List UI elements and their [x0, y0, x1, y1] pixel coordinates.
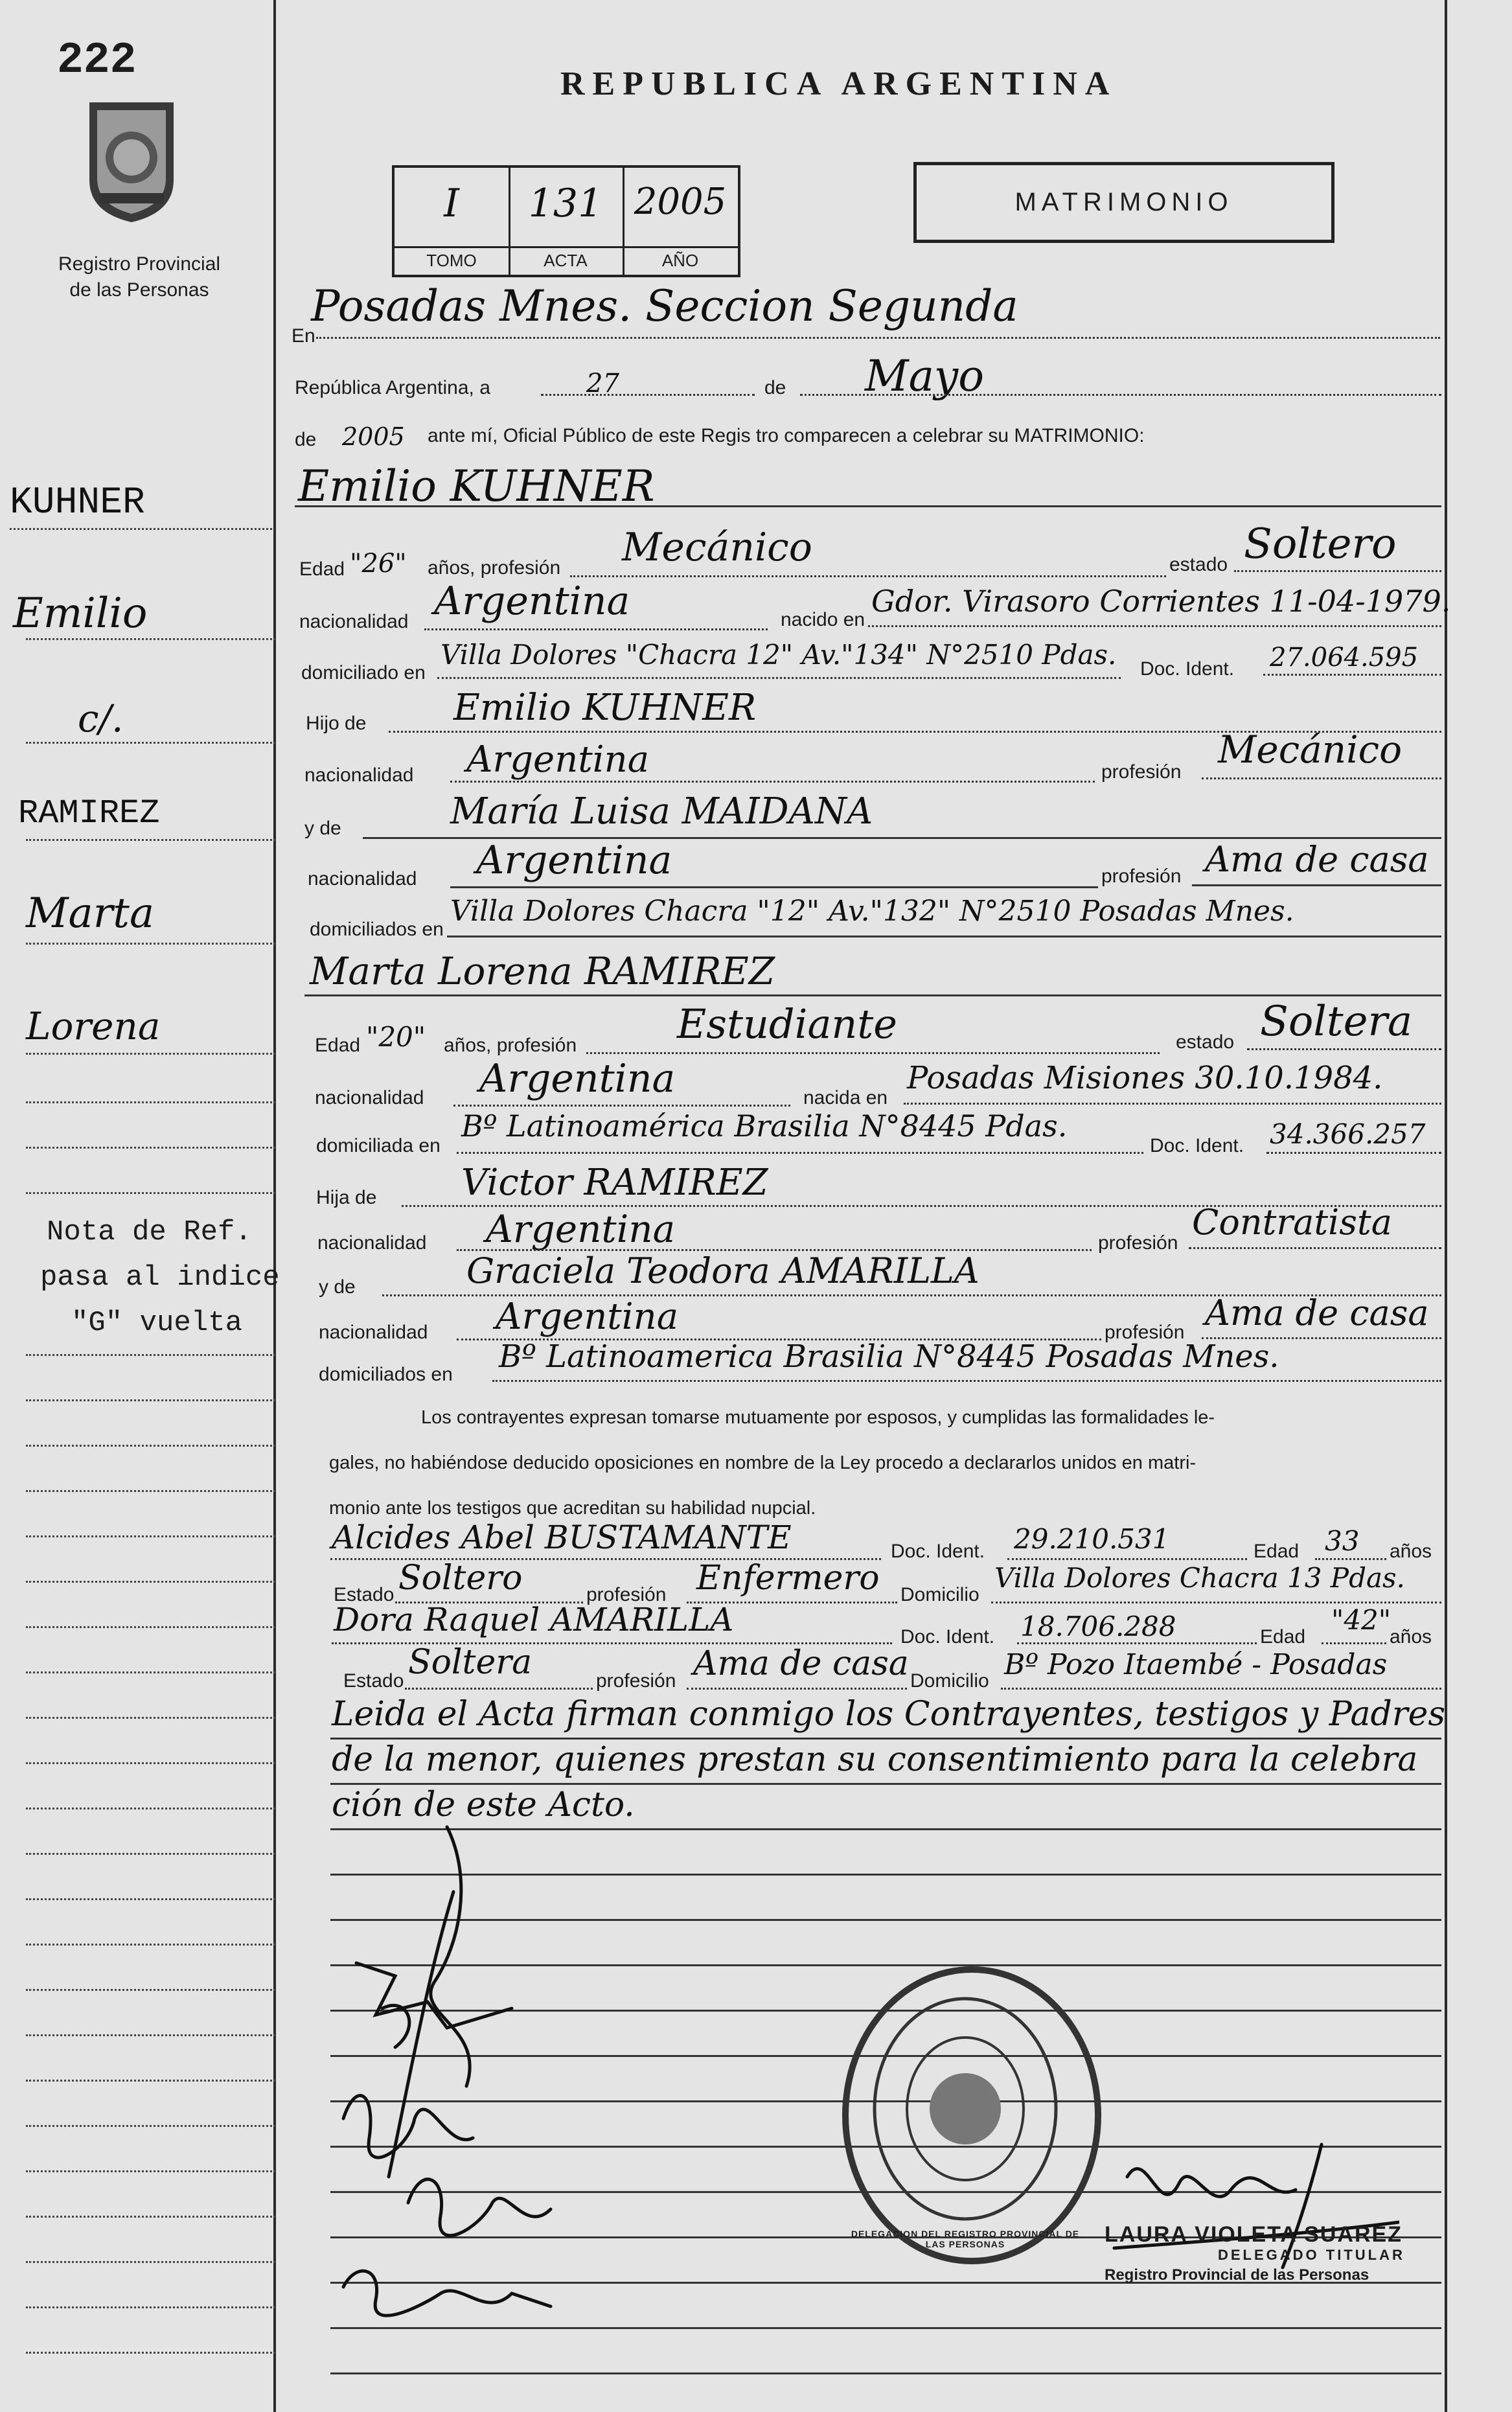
witness2-estado-label: Estado — [343, 1670, 404, 1692]
right-border-line — [1445, 0, 1447, 2412]
witness1-age: 33 — [1325, 1525, 1360, 1557]
republica-label: República Argentina, a — [295, 377, 490, 398]
witness1-doc-label: Doc. Ident. — [891, 1541, 985, 1562]
year-field: 2005 — [342, 422, 405, 451]
bride-edad-label: Edad — [315, 1035, 361, 1056]
groom-birth: Gdor. Virasoro Corrientes 11-04-1979. — [871, 584, 1451, 619]
margin-note-line1: Nota de Ref. — [47, 1216, 252, 1248]
bride-full-name: Marta Lorena RAMIREZ — [310, 949, 775, 993]
groom-anos-prof-label: años, profesión — [428, 557, 561, 579]
groom-doc: 27.064.595 — [1270, 643, 1419, 672]
groom-mother: María Luisa MAIDANA — [450, 790, 873, 833]
groom-address: Villa Dolores "Chacra 12" Av."134" N°2510 Pdas. — [441, 639, 1117, 671]
country-title: REPUBLICA ARGENTINA — [560, 65, 1117, 102]
groom-hijo-label: Hijo de — [306, 713, 367, 734]
witness1-edad-label: Edad — [1254, 1541, 1300, 1562]
margin-bride-name2: Lorena — [26, 1004, 161, 1048]
witness1-anos-label: años — [1390, 1541, 1432, 1562]
bride-mother-prof-label: profesión — [1105, 1322, 1185, 1343]
official-role: DELEGADO TITULAR — [1218, 2247, 1405, 2263]
margin-bride-name1: Marta — [26, 890, 155, 937]
bride-father-nat-label: nacionalidad — [317, 1232, 427, 1254]
groom-nac-label: nacionalidad — [299, 611, 409, 632]
acta-label: ACTA — [509, 246, 623, 271]
groom-father: Emilio KUHNER — [453, 687, 757, 729]
bride-nacida-label: nacida en — [803, 1087, 888, 1108]
margin-note-line3: "G" vuelta — [71, 1307, 243, 1339]
bride-civil-status: Soltera — [1260, 998, 1413, 1046]
groom-father-nat: Argentina — [466, 739, 650, 781]
witness1-status: Soltero — [398, 1559, 523, 1598]
groom-mother-nat: Argentina — [476, 838, 672, 883]
margin-connector: c/. — [78, 696, 124, 741]
tomo-label: TOMO — [395, 246, 509, 271]
document-number: 222 — [57, 36, 137, 86]
registry-name-line2: de las Personas — [69, 279, 209, 301]
groom-estado-label: estado — [1169, 554, 1228, 575]
margin-note-line2: pasa al indice — [40, 1261, 280, 1294]
anio-value: 2005 — [634, 181, 727, 223]
intro-text: ante mí, Oficial Público de este Regis tro comparecen a celebrar su MATRIMONIO: — [428, 425, 1145, 446]
de2-label: de — [295, 429, 317, 450]
bride-mother: Graciela Teodora AMARILLA — [466, 1250, 979, 1291]
bride-doc: 34.366.257 — [1270, 1118, 1426, 1150]
acta-value: 131 — [528, 181, 603, 226]
signatures-drawing — [317, 1814, 680, 2397]
bride-age: "20" — [366, 1021, 426, 1053]
groom-edad-label: Edad — [299, 558, 345, 580]
groom-father-prof-label: profesión — [1101, 761, 1182, 783]
bride-father-prof-label: profesión — [1098, 1232, 1178, 1254]
witness2-edad-label: Edad — [1260, 1626, 1306, 1648]
witness1-address: Villa Dolores Chacra 13 Pdas. — [994, 1562, 1405, 1594]
witness2-anos-label: años — [1390, 1626, 1432, 1648]
bride-address: Bº Latinoamérica Brasilia N°8445 Pdas. — [461, 1108, 1068, 1143]
bride-father-nat: Argentina — [486, 1207, 676, 1251]
place-field: Posadas Mnes. Seccion Segunda — [311, 281, 1018, 331]
act-reference-box — [392, 165, 740, 277]
declaration-line3: monio ante los testigos que acreditan su habilidad nupcial. — [329, 1498, 816, 1519]
declaration-line1: Los contrayentes expresan tomarse mutuamente por esposos, y cumplidas las formalidades le- — [421, 1407, 1215, 1428]
margin-groom-name: Emilio — [13, 590, 148, 637]
day-field: 27 — [586, 369, 619, 398]
act-type-label: MATRIMONIO — [1014, 188, 1233, 216]
groom-civil-status: Soltero — [1244, 520, 1397, 568]
bride-nationality: Argentina — [479, 1056, 676, 1101]
registry-name-line1: Registro Provincial — [58, 253, 221, 275]
bride-mother-nat-label: nacionalidad — [319, 1322, 428, 1343]
act-type-box — [913, 162, 1334, 243]
margin-groom-surname: KUHNER — [10, 482, 145, 524]
bride-dom-label: domiciliada en — [316, 1135, 441, 1156]
registry-name — [26, 251, 253, 303]
witness1-estado-label: Estado — [334, 1584, 395, 1605]
witness2-doc: 18.706.288 — [1020, 1611, 1176, 1642]
witness2-address: Bº Pozo Itaembé - Posadas — [1004, 1648, 1388, 1681]
groom-age: "26" — [350, 549, 407, 579]
bride-mother-prof: Ama de casa — [1205, 1292, 1429, 1333]
groom-profession: Mecánico — [622, 525, 812, 570]
groom-y-de-label: y de — [304, 818, 341, 839]
declaration-line2: gales, no habiéndose deducido oposiciones en nombre de la Ley procedo a declararlos unidos en matri- — [329, 1453, 1197, 1473]
bride-parents-dom-label: domiciliados en — [319, 1364, 453, 1385]
witness2-dom-label: Domicilio — [910, 1670, 989, 1692]
witness2-status: Soltera — [408, 1643, 533, 1682]
witness1-doc: 29.210.531 — [1014, 1523, 1170, 1555]
bride-mother-nat: Argentina — [496, 1296, 679, 1338]
bride-profession: Estudiante — [677, 1000, 897, 1048]
groom-full-name: Emilio KUHNER — [298, 461, 655, 511]
witness2-name: Dora Raquel AMARILLA — [334, 1601, 734, 1638]
witness2-prof: Ama de casa — [693, 1644, 909, 1683]
official-office: Registro Provincial de las Personas — [1105, 2266, 1369, 2284]
groom-mother-prof: Ama de casa — [1205, 839, 1429, 880]
witness2-doc-label: Doc. Ident. — [900, 1626, 995, 1648]
closing-line3: ción de este Acto. — [332, 1786, 635, 1824]
groom-nationality: Argentina — [434, 579, 630, 624]
bride-father: Victor RAMIREZ — [461, 1162, 768, 1204]
registry-stamp — [842, 1966, 1101, 2264]
groom-father-nat-label: nacionalidad — [304, 764, 414, 786]
de-label: de — [764, 377, 786, 398]
bride-nac-label: nacionalidad — [315, 1087, 424, 1108]
closing-line2: de la menor, quienes prestan su consentimiento para la celebra — [332, 1740, 1418, 1779]
bride-birth: Posadas Misiones 30.10.1984. — [907, 1060, 1383, 1096]
witness1-dom-label: Domicilio — [900, 1584, 979, 1605]
witness1-prof-label: profesión — [586, 1584, 667, 1605]
groom-doc-label: Doc. Ident. — [1140, 658, 1235, 680]
stamp-text: DELEGACION DEL REGISTRO PROVINCIAL DE LAS PERSONAS — [851, 2229, 1080, 2249]
closing-line1: Leida el Acta firman conmigo los Contrayentes, testigos y Padres — [332, 1695, 1446, 1734]
province-seal-icon — [76, 96, 187, 225]
bride-parents-address: Bº Latinoamerica Brasilia N°8445 Posadas Mnes. — [499, 1338, 1279, 1375]
groom-dom-label: domiciliado en — [301, 662, 426, 683]
witness2-age: "42" — [1331, 1604, 1392, 1636]
groom-mother-prof-label: profesión — [1101, 866, 1182, 887]
bride-anos-prof-label: años, profesión — [444, 1035, 577, 1056]
bride-y-de-label: y de — [319, 1276, 356, 1298]
bride-father-prof: Contratista — [1192, 1202, 1392, 1243]
groom-parents-address: Villa Dolores Chacra "12" Av."132" N°2510 Posadas Mnes. — [450, 895, 1294, 928]
groom-nacido-label: nacido en — [781, 609, 865, 630]
groom-mother-nat-label: nacionalidad — [308, 868, 417, 890]
official-name: LAURA VIOLETA SUAREZ — [1105, 2222, 1403, 2247]
margin-divider-line — [273, 0, 276, 2412]
witness1-prof: Enfermero — [696, 1559, 880, 1598]
month-field: Mayo — [865, 351, 984, 401]
witness1-name: Alcides Abel BUSTAMANTE — [332, 1519, 792, 1556]
groom-father-prof: Mecánico — [1218, 728, 1403, 772]
bride-doc-label: Doc. Ident. — [1150, 1135, 1244, 1156]
en-label: En — [292, 325, 315, 347]
groom-parents-dom-label: domiciliados en — [310, 919, 444, 940]
anio-label: AÑO — [623, 246, 738, 271]
margin-bride-surname: RAMIREZ — [18, 794, 160, 833]
tomo-value: I — [444, 181, 459, 226]
witness2-prof-label: profesión — [596, 1670, 676, 1692]
bride-estado-label: estado — [1176, 1031, 1235, 1053]
bride-hija-label: Hija de — [316, 1187, 377, 1208]
